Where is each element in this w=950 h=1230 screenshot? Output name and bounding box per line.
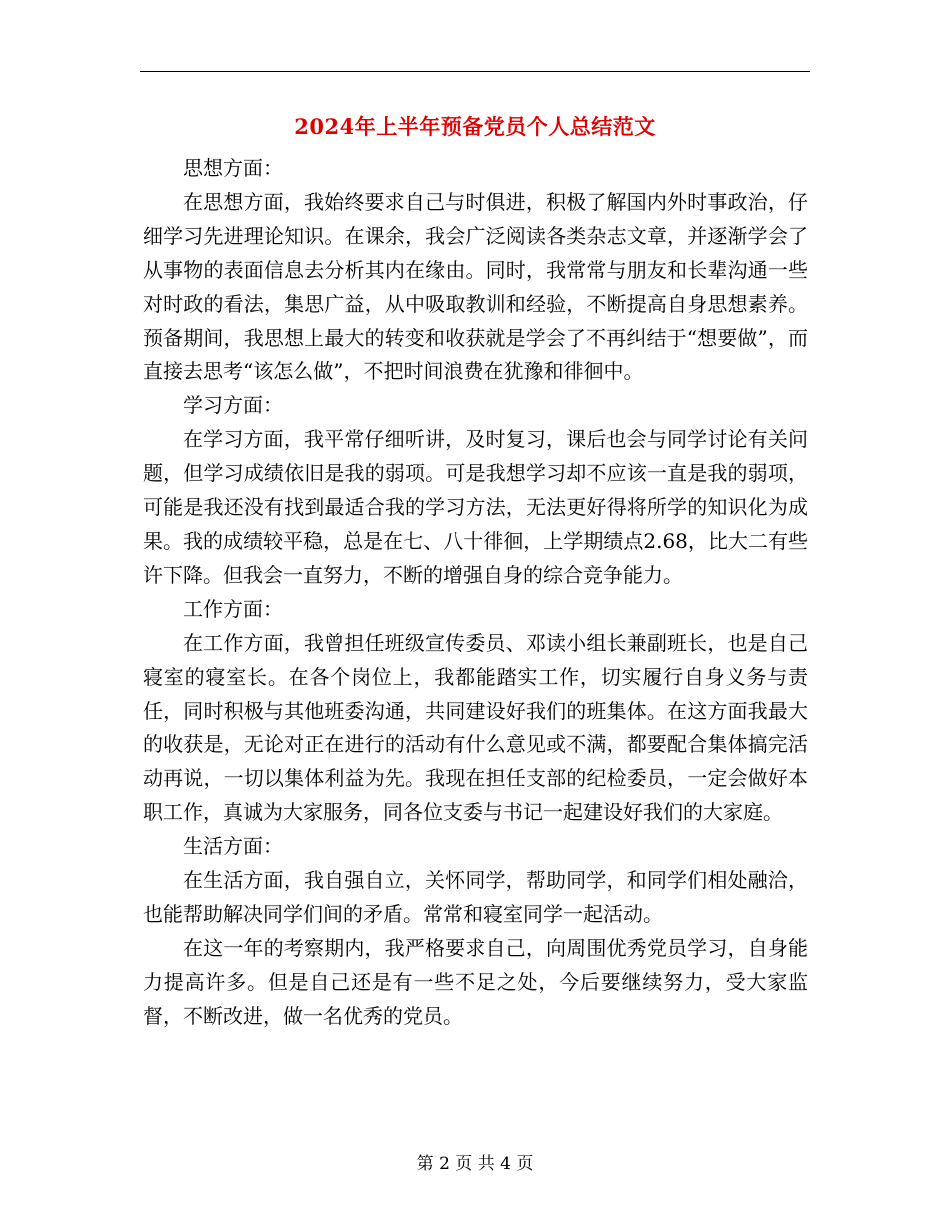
section-heading-work: 工作方面： [183,596,283,621]
paragraph-thought: 在思想方面，我始终要求自己与时俱进，积极了解国内外时事政治，仔细学习先进理论知识。在课余，我会广泛阅读各类杂志文章，并逐渐学会了从事物的表面信息去分析其内在缘由。同时，我常常与朋友和长辈沟通一些对时政的看法，集思广益，从中吸取教训和经验，不断提高自身思想素养。预备期间，我思想上最大的转变和收获就是学会了不再纠结于“想要做”，而直接去思考“该怎么做”，不把时间浪费在犹豫和徘徊中。 [143,189,808,384]
section-heading-life: 生活方面： [183,834,283,859]
document-body [143,152,808,1034]
header-rule [140,71,810,72]
paragraph-life: 在生活方面，我自强自立，关怀同学，帮助同学，和同学们相处融洽，也能帮助解决同学们间的矛盾。常常和寝室同学一起活动。 [143,868,808,926]
section-heading-study: 学习方面： [183,393,283,418]
paragraph-study: 在学习方面，我平常仔细听讲，及时复习，课后也会与同学讨论有关问题，但学习成绩依旧是我的弱项。可是我想学习却不应该一直是我的弱项，可能是我还没有找到最适合我的学习方法，无法更好得将所学的知识化为成果。我的成绩较平稳，总是在七、八十徘徊，上学期绩点2.68，比大二有些许下降。但我会一直努力，不断的增强自身的综合竞争能力。 [143,427,808,587]
document-title: 2024年上半年预备党员个人总结范文 [294,114,656,139]
paragraph-work: 在工作方面，我曾担任班级宣传委员、邓读小组长兼副班长，也是自己寝室的寝室长。在各个岗位上，我都能踏实工作，切实履行自身义务与责任，同时积极与其他班委沟通，共同建设好我们的班集体。在这方面我最大的收获是，无论对正在进行的活动有什么意见或不满，都要配合集体搞完活动再说，一切以集体利益为先。我现在担任支部的纪检委员，一定会做好本职工作，真诚为大家服务，同各位支委与书记一起建设好我们的大家庭。 [143,630,808,825]
section-heading-thought: 思想方面： [183,156,283,180]
page-number-footer: 第 2 页 共 4 页 [416,1154,534,1174]
paragraph-conclusion: 在这一年的考察期内，我严格要求自己，向周围优秀党员学习，自身能力提高许多。但是自己还是有一些不足之处，今后要继续努力，受大家监督，不断改进，做一名优秀的党员。 [143,935,808,1028]
